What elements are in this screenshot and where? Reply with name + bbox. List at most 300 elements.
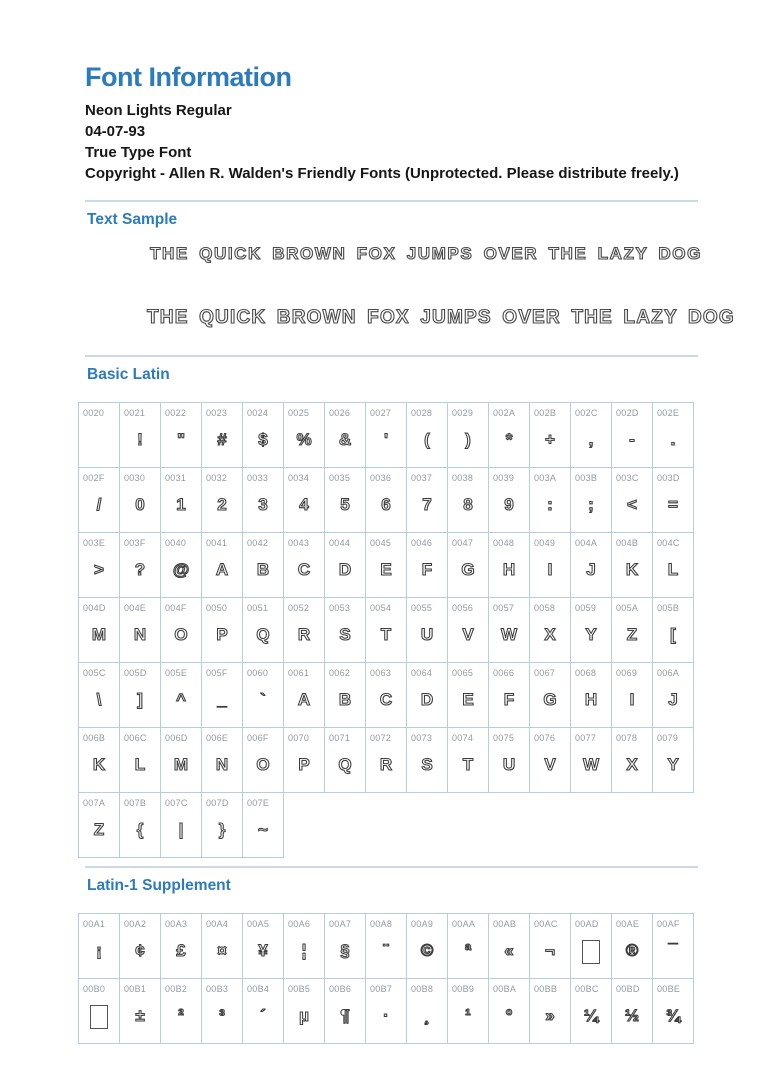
glyph: " (176, 430, 186, 449)
code-point-label: 00A2 (124, 919, 147, 929)
glyph: = (668, 495, 678, 514)
glyph: A (215, 560, 229, 579)
section-divider (85, 355, 698, 357)
glyph-cell (79, 598, 120, 663)
glyph-cell (612, 663, 653, 728)
glyph: L (134, 755, 146, 774)
glyph-cell (243, 793, 284, 858)
code-point-label: 006B (83, 733, 106, 743)
glyph: º (505, 1006, 513, 1025)
code-point-label: 00A3 (165, 919, 188, 929)
glyph: 9 (504, 495, 514, 514)
code-point-label: 0052 (288, 603, 310, 613)
glyph: · (383, 1006, 389, 1025)
code-point-label: 006E (206, 733, 229, 743)
glyph: ) (465, 430, 471, 449)
glyph: ¶ (340, 1006, 350, 1025)
code-point-label: 005A (616, 603, 639, 613)
glyph: R (297, 625, 311, 644)
code-point-label: 00B1 (124, 984, 147, 994)
code-point-label: 006F (247, 733, 269, 743)
glyph-cell (407, 403, 448, 468)
glyph-cell (530, 728, 571, 793)
glyph: Q (256, 625, 270, 644)
glyph-cell (448, 979, 489, 1044)
glyph-cell (120, 979, 161, 1044)
code-point-label: 003E (83, 538, 106, 548)
glyph-cell (653, 979, 694, 1044)
glyph: » (545, 1006, 555, 1025)
glyph-cell (571, 979, 612, 1044)
code-point-label: 0034 (288, 473, 310, 483)
code-point-label: 00A7 (329, 919, 352, 929)
glyph-cell (448, 533, 489, 598)
glyph-cell (325, 914, 366, 979)
glyph: M (173, 755, 189, 774)
glyph-cell (79, 979, 120, 1044)
glyph: I (547, 560, 553, 579)
glyph: - (629, 430, 635, 449)
glyph: } (218, 820, 226, 839)
section-divider (85, 200, 698, 202)
code-point-label: 0043 (288, 538, 310, 548)
glyph-cell (161, 533, 202, 598)
code-point-label: 0054 (370, 603, 392, 613)
code-point-label: 0050 (206, 603, 228, 613)
glyph-cell (653, 914, 694, 979)
code-point-label: 004A (575, 538, 598, 548)
glyph: J (586, 560, 596, 579)
glyph: . (670, 430, 676, 449)
glyph-cell (325, 533, 366, 598)
code-point-label: 0023 (206, 408, 228, 418)
glyph-cell (571, 728, 612, 793)
glyph: , (588, 430, 594, 449)
glyph-cell (612, 728, 653, 793)
glyph-cell (448, 468, 489, 533)
glyph: P (298, 755, 310, 774)
code-point-label: 007C (165, 798, 188, 808)
code-point-label: 0057 (493, 603, 515, 613)
glyph: 6 (381, 495, 391, 514)
glyph: ¬ (545, 941, 555, 960)
code-point-label: 00B6 (329, 984, 352, 994)
code-point-label: 006D (165, 733, 188, 743)
code-point-label: 00AA (452, 919, 476, 929)
code-point-label: 0022 (165, 408, 187, 418)
glyph: W (582, 755, 600, 774)
glyph-cell (79, 468, 120, 533)
glyph-cell (202, 403, 243, 468)
glyph (79, 425, 119, 459)
glyph: ¦ (301, 941, 307, 960)
glyph: [ (670, 625, 676, 644)
glyph: > (94, 560, 104, 579)
code-point-label: 00B9 (452, 984, 475, 994)
code-point-label: 003D (657, 473, 680, 483)
code-point-label: 00A5 (247, 919, 270, 929)
code-point-label: 0046 (411, 538, 433, 548)
glyph: U (502, 755, 516, 774)
glyph: H (502, 560, 516, 579)
glyph: B (338, 690, 352, 709)
text-sample-line-1: THE QUICK BROWN FOX JUMPS OVER THE LAZY DOG (150, 244, 702, 263)
glyph-cell (571, 663, 612, 728)
code-point-label: 005E (165, 668, 188, 678)
glyph-cell (653, 403, 694, 468)
glyph: ¨ (383, 941, 389, 960)
code-point-label: 0049 (534, 538, 556, 548)
glyph: E (462, 690, 474, 709)
font-date: 04-07-93 (85, 123, 146, 140)
glyph-cell (161, 468, 202, 533)
code-point-label: 00A6 (288, 919, 311, 929)
glyph-cell (202, 914, 243, 979)
glyph-cell (120, 914, 161, 979)
code-point-label: 00AE (616, 919, 640, 929)
missing-glyph-box (571, 936, 611, 970)
glyph: 4 (299, 495, 309, 514)
glyph: ` (260, 690, 266, 709)
glyph-cell (120, 403, 161, 468)
glyph: 0 (135, 495, 145, 514)
code-point-label: 006C (124, 733, 147, 743)
glyph-cell (79, 914, 120, 979)
code-point-label: 0039 (493, 473, 515, 483)
glyph-cell (530, 403, 571, 468)
code-point-label: 0020 (83, 408, 105, 418)
glyph: W (500, 625, 518, 644)
glyph-cell (284, 403, 325, 468)
code-point-label: 00AF (657, 919, 680, 929)
glyph: X (544, 625, 556, 644)
glyph: ¥ (258, 941, 268, 960)
glyph-cell (202, 468, 243, 533)
glyph: _ (217, 690, 227, 709)
code-point-label: 0063 (370, 668, 392, 678)
glyph: X (626, 755, 638, 774)
code-point-label: 0069 (616, 668, 638, 678)
code-point-label: 00B0 (83, 984, 106, 994)
code-point-label: 0035 (329, 473, 351, 483)
glyph: U (420, 625, 434, 644)
glyph-cell (120, 793, 161, 858)
glyph-cell (489, 728, 530, 793)
code-point-label: 0025 (288, 408, 310, 418)
code-point-label: 00B2 (165, 984, 188, 994)
code-point-label: 00B7 (370, 984, 393, 994)
code-point-label: 0071 (329, 733, 351, 743)
glyph: B (256, 560, 270, 579)
glyph: S (421, 755, 433, 774)
glyph: ¡ (96, 941, 102, 960)
code-point-label: 00AD (575, 919, 599, 929)
glyph: @ (172, 560, 190, 579)
code-point-label: 0048 (493, 538, 515, 548)
code-point-label: 0055 (411, 603, 433, 613)
glyph-cell (407, 979, 448, 1044)
code-point-label: 004C (657, 538, 680, 548)
code-point-label: 004F (165, 603, 187, 613)
glyph-cell (489, 979, 530, 1044)
glyph-cell (366, 598, 407, 663)
code-point-label: 002D (616, 408, 639, 418)
section-divider (85, 866, 698, 868)
glyph-cell (120, 663, 161, 728)
glyph-cell (530, 663, 571, 728)
font-type: True Type Font (85, 144, 192, 161)
glyph-cell (120, 598, 161, 663)
glyph: 3 (258, 495, 268, 514)
code-point-label: 0037 (411, 473, 433, 483)
glyph-cell (612, 914, 653, 979)
latin1-supplement-heading: Latin-1 Supplement (87, 877, 231, 894)
glyph-cell (653, 728, 694, 793)
glyph-cell (448, 598, 489, 663)
code-point-label: 002E (657, 408, 680, 418)
code-point-label: 0051 (247, 603, 269, 613)
code-point-label: 00BD (616, 984, 640, 994)
glyph-cell (79, 533, 120, 598)
code-point-label: 0067 (534, 668, 556, 678)
glyph-cell (530, 468, 571, 533)
code-point-label: 00BB (534, 984, 558, 994)
code-point-label: 0045 (370, 538, 392, 548)
code-point-label: 00B4 (247, 984, 270, 994)
glyph-cell (612, 468, 653, 533)
code-point-label: 007B (124, 798, 147, 808)
glyph: P (216, 625, 228, 644)
page-title: Font Information (85, 62, 292, 92)
code-point-label: 0027 (370, 408, 392, 418)
glyph: N (133, 625, 147, 644)
glyph: T (462, 755, 474, 774)
code-point-label: 0042 (247, 538, 269, 548)
glyph: L (667, 560, 679, 579)
glyph: Y (585, 625, 597, 644)
code-point-label: 0077 (575, 733, 597, 743)
glyph: G (461, 560, 475, 579)
code-point-label: 005F (206, 668, 228, 678)
glyph-cell (120, 533, 161, 598)
code-point-label: 002A (493, 408, 516, 418)
glyph: µ (299, 1006, 309, 1025)
code-point-label: 0072 (370, 733, 392, 743)
code-point-label: 004D (83, 603, 106, 613)
glyph-cell (612, 533, 653, 598)
glyph-cell (366, 403, 407, 468)
glyph-cell (489, 468, 530, 533)
glyph-cell (79, 663, 120, 728)
glyph-cell (161, 793, 202, 858)
glyph-cell (243, 663, 284, 728)
glyph: ! (137, 430, 143, 449)
code-point-label: 00AB (493, 919, 517, 929)
glyph-cell (325, 728, 366, 793)
glyph: : (547, 495, 553, 514)
glyph: ¾ (665, 1006, 681, 1025)
basic-latin-grid (78, 402, 694, 858)
glyph-cell (407, 728, 448, 793)
glyph-cell (489, 663, 530, 728)
glyph-cell (202, 663, 243, 728)
glyph-cell (366, 468, 407, 533)
glyph: D (338, 560, 352, 579)
code-point-label: 0061 (288, 668, 310, 678)
code-point-label: 0030 (124, 473, 146, 483)
glyph-cell (366, 979, 407, 1044)
glyph-cell (284, 728, 325, 793)
glyph: ² (178, 1006, 184, 1025)
glyph: ± (135, 1006, 145, 1025)
glyph: V (462, 625, 474, 644)
glyph: © (420, 941, 434, 960)
glyph-cell (243, 979, 284, 1044)
glyph: ^ (176, 690, 186, 709)
glyph-cell (612, 979, 653, 1044)
glyph-cell (571, 403, 612, 468)
glyph: \ (96, 690, 102, 709)
code-point-label: 0047 (452, 538, 474, 548)
glyph: E (380, 560, 392, 579)
glyph-cell (571, 914, 612, 979)
code-point-label: 0058 (534, 603, 556, 613)
glyph-cell (202, 533, 243, 598)
glyph: ¸ (424, 1006, 430, 1025)
glyph: ¹ (465, 1006, 471, 1025)
code-point-label: 0053 (329, 603, 351, 613)
glyph-cell (243, 598, 284, 663)
glyph: S (339, 625, 351, 644)
code-point-label: 00A1 (83, 919, 106, 929)
glyph-cell (407, 598, 448, 663)
code-point-label: 00A9 (411, 919, 434, 929)
code-point-label: 0038 (452, 473, 474, 483)
glyph: ½ (624, 1006, 640, 1025)
glyph: Z (626, 625, 638, 644)
glyph: + (545, 430, 555, 449)
glyph: O (174, 625, 188, 644)
glyph: F (503, 690, 515, 709)
glyph-cell (653, 533, 694, 598)
glyph: ® (625, 941, 639, 960)
code-point-label: 002C (575, 408, 598, 418)
glyph-cell (530, 914, 571, 979)
glyph: < (627, 495, 637, 514)
code-point-label: 0066 (493, 668, 515, 678)
glyph: $ (258, 430, 268, 449)
glyph: K (625, 560, 639, 579)
glyph-cell (161, 663, 202, 728)
glyph: I (629, 690, 635, 709)
code-point-label: 00BA (493, 984, 517, 994)
glyph: F (421, 560, 433, 579)
glyph: V (544, 755, 556, 774)
glyph-cell (243, 468, 284, 533)
glyph-cell (161, 728, 202, 793)
code-point-label: 00B5 (288, 984, 311, 994)
glyph-cell (161, 598, 202, 663)
glyph: T (380, 625, 392, 644)
code-point-label: 0062 (329, 668, 351, 678)
glyph: ? (134, 560, 146, 579)
glyph-cell (571, 468, 612, 533)
glyph: 1 (176, 495, 186, 514)
glyph: ¯ (668, 941, 678, 960)
glyph-cell (161, 979, 202, 1044)
code-point-label: 005B (657, 603, 680, 613)
glyph-cell (448, 663, 489, 728)
glyph: ] (137, 690, 143, 709)
glyph: ¤ (217, 941, 227, 960)
code-point-label: 0033 (247, 473, 269, 483)
glyph-cell (407, 663, 448, 728)
basic-latin-heading: Basic Latin (87, 366, 170, 383)
glyph: 7 (422, 495, 432, 514)
glyph: 5 (340, 495, 350, 514)
code-point-label: 0073 (411, 733, 433, 743)
glyph-cell (284, 979, 325, 1044)
glyph-cell (284, 468, 325, 533)
glyph: G (543, 690, 557, 709)
glyph-cell (489, 533, 530, 598)
glyph: M (91, 625, 107, 644)
glyph: ( (424, 430, 430, 449)
code-point-label: 0044 (329, 538, 351, 548)
glyph: 8 (463, 495, 473, 514)
glyph-cell (407, 914, 448, 979)
glyph: / (96, 495, 102, 514)
glyph-cell (366, 914, 407, 979)
glyph-cell (120, 728, 161, 793)
glyph: ; (588, 495, 594, 514)
glyph: ª (464, 941, 472, 960)
text-sample-line-2: THE QUICK BROWN FOX JUMPS OVER THE LAZY DOG (147, 307, 735, 328)
glyph-cell (653, 663, 694, 728)
glyph-cell (161, 914, 202, 979)
code-point-label: 0060 (247, 668, 269, 678)
glyph-cell (448, 403, 489, 468)
glyph-cell (243, 914, 284, 979)
glyph: | (178, 820, 184, 839)
glyph-cell (571, 598, 612, 663)
glyph-cell (284, 533, 325, 598)
glyph: { (136, 820, 144, 839)
glyph-cell (571, 533, 612, 598)
glyph: # (217, 430, 227, 449)
glyph: ´ (260, 1006, 266, 1025)
glyph: « (504, 941, 514, 960)
code-point-label: 0024 (247, 408, 269, 418)
code-point-label: 00A4 (206, 919, 229, 929)
glyph-cell (407, 468, 448, 533)
glyph: § (340, 941, 350, 960)
glyph-cell (653, 598, 694, 663)
code-point-label: 00A8 (370, 919, 393, 929)
code-point-label: 0040 (165, 538, 187, 548)
glyph: O (256, 755, 270, 774)
code-point-label: 005D (124, 668, 147, 678)
code-point-label: 0026 (329, 408, 351, 418)
glyph: % (296, 430, 312, 449)
code-point-label: 0064 (411, 668, 433, 678)
code-point-label: 003A (534, 473, 557, 483)
glyph: * (505, 430, 513, 449)
glyph-cell (202, 728, 243, 793)
glyph-cell (325, 979, 366, 1044)
code-point-label: 0021 (124, 408, 146, 418)
glyph: H (584, 690, 598, 709)
